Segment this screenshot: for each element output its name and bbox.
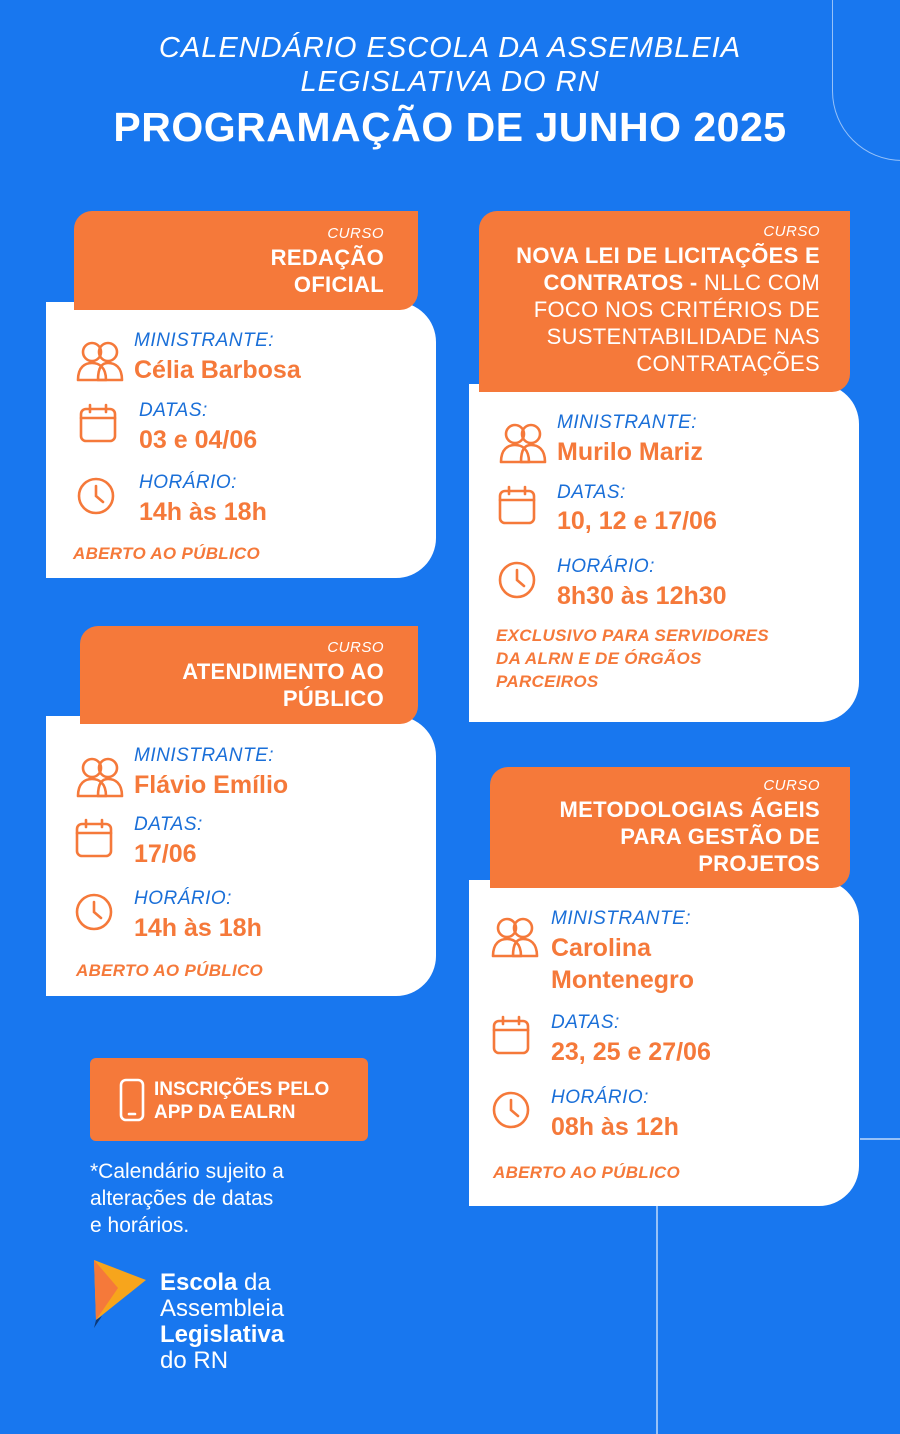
logo-line xyxy=(160,1270,284,1296)
logo-line: do RN xyxy=(160,1347,229,1374)
calendar-icon xyxy=(497,484,537,526)
disclaimer-line: *Calendário sujeito a xyxy=(90,1160,284,1183)
ministrante-label: MINISTRANTE: xyxy=(134,330,275,351)
clock-icon xyxy=(497,560,537,600)
horario-value: 14h às 18h xyxy=(134,914,262,942)
course-title-line: PROJETOS xyxy=(698,851,820,876)
signup-text xyxy=(154,1078,329,1124)
course-tab-metodologias xyxy=(490,767,850,888)
course-title-line: CONTRATAÇÕES xyxy=(636,351,820,376)
access-note: ABERTO AO PÚBLICO xyxy=(73,544,261,563)
calendar-icon xyxy=(74,817,114,859)
course-kicker: CURSO xyxy=(763,777,820,794)
course-title-rest: NLLC COM xyxy=(697,270,820,295)
access-note: ABERTO AO PÚBLICO xyxy=(76,961,264,980)
course-title-line: METODOLOGIAS ÁGEIS xyxy=(559,797,820,822)
course-title-line: REDAÇÃO xyxy=(270,245,384,270)
smartphone-icon xyxy=(118,1078,146,1122)
horario-label: HORÁRIO: xyxy=(134,888,232,909)
ministrante-label: MINISTRANTE: xyxy=(134,745,275,766)
course-title-line: FOCO NOS CRITÉRIOS DE xyxy=(533,297,820,322)
course-title-line: OFICIAL xyxy=(293,272,384,297)
horario-label: HORÁRIO: xyxy=(551,1087,649,1108)
horario-value: 8h30 às 12h30 xyxy=(557,582,727,610)
horario-value: 08h às 12h xyxy=(551,1113,679,1141)
decorative-line xyxy=(656,1205,658,1434)
course-title-line: PARA GESTÃO DE xyxy=(620,824,820,849)
course-title-bold: CONTRATOS - xyxy=(543,270,698,295)
course-title-line: ATENDIMENTO AO xyxy=(182,659,384,684)
people-icon xyxy=(497,422,549,464)
course-kicker: CURSO xyxy=(327,639,384,656)
logo-arrow-icon xyxy=(88,1258,150,1330)
access-note: ABERTO AO PÚBLICO xyxy=(493,1163,681,1182)
schedule-disclaimer xyxy=(90,1158,370,1239)
datas-value: 23, 25 e 27/06 xyxy=(551,1038,711,1066)
page-title: PROGRAMAÇÃO DE JUNHO 2025 xyxy=(113,104,787,150)
logo-wordmark xyxy=(160,1270,284,1374)
course-title-line: PÚBLICO xyxy=(282,686,384,711)
course-title-line: NOVA LEI DE LICITAÇÕES E xyxy=(516,243,820,268)
access-note xyxy=(496,624,769,693)
logo-line: Assembleia xyxy=(160,1295,285,1322)
course-tab-nllc xyxy=(479,211,850,392)
course-title-line xyxy=(479,269,820,296)
header-subtitle-line2: LEGISLATIVA DO RN xyxy=(300,66,600,98)
clock-icon xyxy=(491,1090,531,1130)
ministrante-name xyxy=(551,932,694,996)
logo-word: Escola xyxy=(160,1269,238,1296)
ministrante-name: Murilo Mariz xyxy=(557,438,703,466)
ministrante-label: MINISTRANTE: xyxy=(551,908,692,929)
header-subtitle-line1: CALENDÁRIO ESCOLA DA ASSEMBLEIA xyxy=(158,32,742,64)
datas-label: DATAS: xyxy=(134,814,203,835)
horario-label: HORÁRIO: xyxy=(139,472,237,493)
course-tab-atendimento xyxy=(80,626,418,724)
course-card-redacao xyxy=(46,302,436,578)
access-note-line: DA ALRN E DE ÓRGÃOS xyxy=(496,649,702,668)
clock-icon xyxy=(76,476,116,516)
clock-icon xyxy=(74,892,114,932)
datas-value: 03 e 04/06 xyxy=(139,426,258,454)
access-note-line: EXCLUSIVO PARA SERVIDORES xyxy=(496,626,769,645)
course-kicker: CURSO xyxy=(763,223,820,240)
people-icon xyxy=(74,340,126,382)
datas-label: DATAS: xyxy=(139,400,208,421)
ministrante-name: Célia Barbosa xyxy=(134,356,301,384)
logo-word: da xyxy=(237,1269,271,1296)
signup-text-line: APP DA EALRN xyxy=(154,1102,296,1123)
access-note-line: PARCEIROS xyxy=(496,672,599,691)
calendar-icon xyxy=(78,402,118,444)
horario-label: HORÁRIO: xyxy=(557,556,655,577)
course-title-line: SUSTENTABILIDADE NAS xyxy=(546,324,820,349)
datas-value: 17/06 xyxy=(134,840,197,868)
course-card-metodologias xyxy=(469,880,859,1206)
ministrante-name-line: Carolina xyxy=(551,934,652,962)
people-icon xyxy=(74,756,126,798)
signup-text-line: INSCRIÇÕES PELO xyxy=(154,1079,330,1100)
ministrante-name-line: Montenegro xyxy=(551,966,695,994)
people-icon xyxy=(489,916,541,958)
logo-line: Legislativa xyxy=(160,1321,285,1348)
course-tab-redacao xyxy=(74,211,418,310)
signup-app-button[interactable] xyxy=(90,1058,368,1141)
datas-value: 10, 12 e 17/06 xyxy=(557,507,717,535)
decorative-line xyxy=(860,1138,900,1140)
disclaimer-line: alterações de datas xyxy=(90,1187,274,1210)
course-card-atendimento xyxy=(46,716,436,996)
calendar-icon xyxy=(491,1014,531,1056)
disclaimer-line: e horários. xyxy=(90,1214,190,1237)
course-card-nllc xyxy=(469,384,859,722)
horario-value: 14h às 18h xyxy=(139,498,267,526)
datas-label: DATAS: xyxy=(557,482,626,503)
ministrante-label: MINISTRANTE: xyxy=(557,412,698,433)
datas-label: DATAS: xyxy=(551,1012,620,1033)
ministrante-name: Flávio Emílio xyxy=(134,771,289,799)
course-kicker: CURSO xyxy=(327,225,384,242)
